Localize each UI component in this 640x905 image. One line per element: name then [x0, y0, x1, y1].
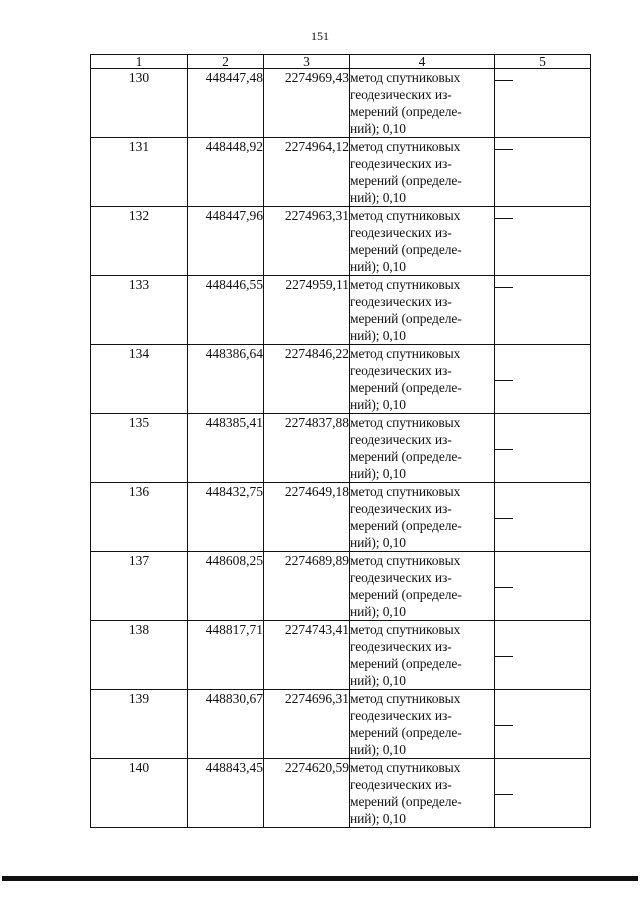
y-coordinate-cell: 2274969,43: [264, 69, 350, 138]
method-accuracy-cell: [350, 69, 495, 138]
point-number-cell: 132: [91, 207, 188, 276]
method-text-line: метод спутниковых: [350, 415, 461, 430]
dash-mark: [495, 518, 513, 519]
method-accuracy-cell: [350, 690, 495, 759]
table-row: [91, 759, 591, 828]
column-header-4: 4: [350, 55, 495, 69]
point-number-cell: 136: [91, 483, 188, 552]
method-text-line: геодезических из-: [350, 225, 452, 240]
method-text-line: геодезических из-: [350, 156, 452, 171]
x-coordinate-cell: 448385,41: [188, 414, 264, 483]
method-text-line: ний); 0,10: [350, 466, 406, 481]
x-coordinate-cell: 448830,67: [188, 690, 264, 759]
note-cell: [495, 483, 591, 552]
y-coordinate-cell: 2274963,31: [264, 207, 350, 276]
method-text-line: мерений (определе-: [350, 104, 462, 119]
note-cell: [495, 207, 591, 276]
table-row: [91, 345, 591, 414]
method-text-line: геодезических из-: [350, 363, 452, 378]
method-text-line: ний); 0,10: [350, 121, 406, 136]
x-coordinate-cell: 448608,25: [188, 552, 264, 621]
point-number-cell: 134: [91, 345, 188, 414]
method-text-line: геодезических из-: [350, 87, 452, 102]
note-cell: [495, 690, 591, 759]
method-accuracy-cell: [350, 414, 495, 483]
table-body: [91, 69, 591, 828]
method-text-line: мерений (определе-: [350, 380, 462, 395]
method-text-line: метод спутниковых: [350, 208, 461, 223]
note-cell: [495, 345, 591, 414]
table-row: [91, 414, 591, 483]
method-text-line: мерений (определе-: [350, 518, 462, 533]
method-text-line: метод спутниковых: [350, 553, 461, 568]
method-text-line: геодезических из-: [350, 501, 452, 516]
method-text-line: ний); 0,10: [350, 742, 406, 757]
method-text-line: мерений (определе-: [350, 449, 462, 464]
method-text-line: ний); 0,10: [350, 811, 406, 826]
table-row: [91, 138, 591, 207]
method-text-line: метод спутниковых: [350, 484, 461, 499]
method-accuracy-cell: [350, 345, 495, 414]
point-number-cell: 140: [91, 759, 188, 828]
method-accuracy-cell: [350, 552, 495, 621]
dash-mark: [495, 287, 513, 288]
method-text-line: мерений (определе-: [350, 173, 462, 188]
table-header: [91, 55, 591, 69]
method-text-line: мерений (определе-: [350, 242, 462, 257]
x-coordinate-cell: 448447,48: [188, 69, 264, 138]
method-text-line: мерений (определе-: [350, 725, 462, 740]
table-row: [91, 483, 591, 552]
method-text-line: метод спутниковых: [350, 139, 461, 154]
column-header-3: 3: [264, 55, 350, 69]
method-text-line: ний); 0,10: [350, 259, 406, 274]
dash-mark: [495, 80, 513, 81]
note-cell: [495, 138, 591, 207]
y-coordinate-cell: 2274846,22: [264, 345, 350, 414]
note-cell: [495, 759, 591, 828]
method-accuracy-cell: [350, 207, 495, 276]
note-cell: [495, 552, 591, 621]
table-row: [91, 207, 591, 276]
method-text-line: метод спутниковых: [350, 622, 461, 637]
y-coordinate-cell: 2274964,12: [264, 138, 350, 207]
x-coordinate-cell: 448843,45: [188, 759, 264, 828]
method-text-line: ний); 0,10: [350, 397, 406, 412]
note-cell: [495, 414, 591, 483]
method-text-line: метод спутниковых: [350, 70, 461, 85]
dash-mark: [495, 380, 513, 381]
method-text-line: геодезических из-: [350, 432, 452, 447]
column-header-1: 1: [91, 55, 188, 69]
point-number-cell: 137: [91, 552, 188, 621]
dash-mark: [495, 218, 513, 219]
page-number: 151: [311, 29, 329, 43]
point-number-cell: 130: [91, 69, 188, 138]
header-row: [91, 55, 591, 69]
method-text-line: геодезических из-: [350, 708, 452, 723]
point-number-cell: 133: [91, 276, 188, 345]
method-text-line: метод спутниковых: [350, 277, 461, 292]
point-number-cell: 139: [91, 690, 188, 759]
note-cell: [495, 621, 591, 690]
dash-mark: [495, 656, 513, 657]
bottom-rule: [2, 876, 638, 881]
x-coordinate-cell: 448447,96: [188, 207, 264, 276]
method-text-line: геодезических из-: [350, 777, 452, 792]
dash-mark: [495, 794, 513, 795]
x-coordinate-cell: 448817,71: [188, 621, 264, 690]
y-coordinate-cell: 2274837,88: [264, 414, 350, 483]
method-text-line: геодезических из-: [350, 639, 452, 654]
method-accuracy-cell: [350, 276, 495, 345]
x-coordinate-cell: 448446,55: [188, 276, 264, 345]
method-text-line: мерений (определе-: [350, 587, 462, 602]
dash-mark: [495, 449, 513, 450]
method-text-line: метод спутниковых: [350, 691, 461, 706]
table-row: [91, 690, 591, 759]
x-coordinate-cell: 448432,75: [188, 483, 264, 552]
method-accuracy-cell: [350, 621, 495, 690]
y-coordinate-cell: 2274620,59: [264, 759, 350, 828]
dash-mark: [495, 149, 513, 150]
y-coordinate-cell: 2274959,11: [264, 276, 350, 345]
column-header-5: 5: [495, 55, 591, 69]
point-number-cell: 135: [91, 414, 188, 483]
method-text-line: мерений (определе-: [350, 311, 462, 326]
method-text-line: мерений (определе-: [350, 656, 462, 671]
coordinates-table: [90, 54, 591, 828]
method-text-line: мерений (определе-: [350, 794, 462, 809]
x-coordinate-cell: 448448,92: [188, 138, 264, 207]
method-accuracy-cell: [350, 759, 495, 828]
method-text-line: ний); 0,10: [350, 673, 406, 688]
y-coordinate-cell: 2274696,31: [264, 690, 350, 759]
dash-mark: [495, 587, 513, 588]
point-number-cell: 138: [91, 621, 188, 690]
table-row: [91, 276, 591, 345]
method-text-line: ний); 0,10: [350, 190, 406, 205]
y-coordinate-cell: 2274743,41: [264, 621, 350, 690]
y-coordinate-cell: 2274689,89: [264, 552, 350, 621]
table-row: [91, 621, 591, 690]
method-text-line: ний); 0,10: [350, 328, 406, 343]
method-text-line: ний); 0,10: [350, 535, 406, 550]
method-text-line: геодезических из-: [350, 570, 452, 585]
note-cell: [495, 276, 591, 345]
method-text-line: метод спутниковых: [350, 346, 461, 361]
method-accuracy-cell: [350, 138, 495, 207]
method-text-line: метод спутниковых: [350, 760, 461, 775]
table-row: [91, 552, 591, 621]
x-coordinate-cell: 448386,64: [188, 345, 264, 414]
point-number-cell: 131: [91, 138, 188, 207]
method-accuracy-cell: [350, 483, 495, 552]
note-cell: [495, 69, 591, 138]
method-text-line: геодезических из-: [350, 294, 452, 309]
table-row: [91, 69, 591, 138]
method-text-line: ний); 0,10: [350, 604, 406, 619]
dash-mark: [495, 725, 513, 726]
column-header-2: 2: [188, 55, 264, 69]
y-coordinate-cell: 2274649,18: [264, 483, 350, 552]
